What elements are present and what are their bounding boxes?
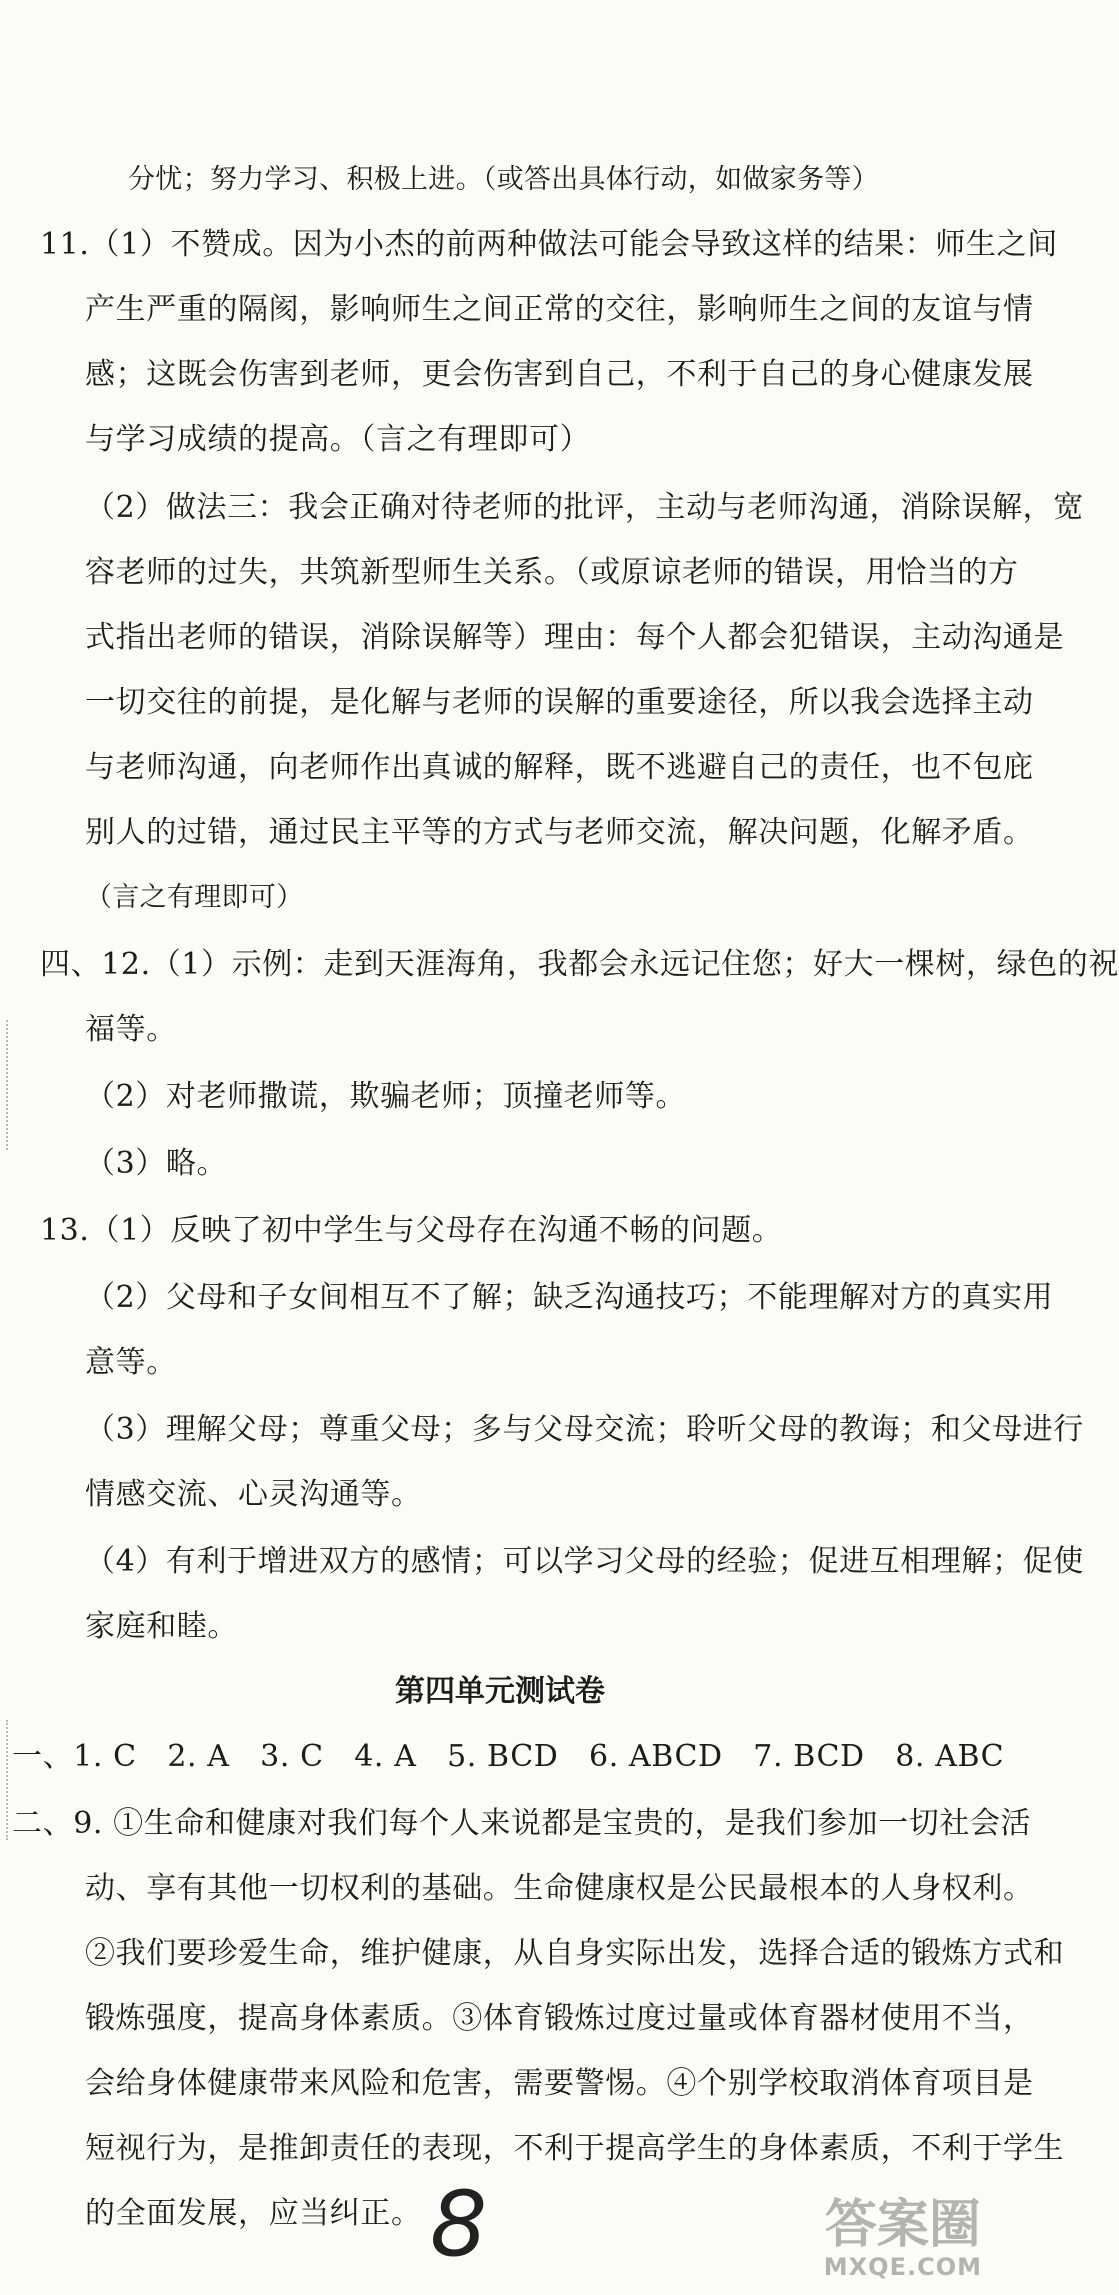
text-line: 与老师沟通，向老师作出真诚的解释，既不逃避自己的责任，也不包庇 — [85, 750, 1034, 785]
page-number: 8 — [430, 2172, 488, 2277]
text-line: 意等。 — [85, 1345, 177, 1380]
text-line: 短视行为，是推卸责任的表现，不利于提高学生的身体素质，不利于学生 — [85, 2131, 1065, 2166]
text-line: 13.（1）反映了初中学生与父母存在沟通不畅的问题。 — [40, 1213, 783, 1248]
text-line: 与学习成绩的提高。（言之有理即可） — [85, 422, 591, 457]
text-line: （言之有理即可） — [85, 882, 304, 913]
binding-margin-dots — [6, 1720, 8, 1840]
text-line: 容老师的过失，共筑新型师生关系。（或原谅老师的错误，用恰当的方 — [85, 555, 1019, 590]
text-line: （2）做法三：我会正确对待老师的批评，主动与老师沟通，消除误解，宽 — [85, 490, 1084, 525]
text-line: 别人的过错，通过民主平等的方式与老师交流，解决问题，化解矛盾。 — [85, 815, 1034, 850]
text-line: （2）父母和子女间相互不了解；缺乏沟通技巧；不能理解对方的真实用 — [85, 1280, 1054, 1315]
text-line: 一、1. C 2. A 3. C 4. A 5. BCD 6. ABCD 7. BCD 8. ABC — [12, 1739, 1005, 1774]
watermark-title: 答案圈 — [824, 2195, 981, 2255]
text-line: （2）对老师撒谎，欺骗老师；顶撞老师等。 — [85, 1079, 687, 1114]
text-line: 二、9. ①生命和健康对我们每个人来说都是宝贵的，是我们参加一切社会活 — [12, 1806, 1032, 1841]
text-line: 感；这既会伤害到老师，更会伤害到自己，不利于自己的身心健康发展 — [85, 357, 1034, 392]
text-line: 动、享有其他一切权利的基础。生命健康权是公民最根本的人身权利。 — [85, 1871, 1034, 1906]
text-line: 锻炼强度，提高身体素质。③体育锻炼过度过量或体育器材使用不当， — [85, 2001, 1034, 2036]
text-line: ②我们要珍爱生命，维护健康，从自身实际出发，选择合适的锻炼方式和 — [85, 1936, 1065, 1971]
watermark-url: MXQE.COM — [823, 2253, 982, 2281]
text-line: 式指出老师的错误，消除误解等）理由：每个人都会犯错误，主动沟通是 — [85, 620, 1065, 655]
section-heading: 第四单元测试卷 — [395, 1674, 605, 1709]
text-line: 分忧；努力学习、积极上进。（或答出具体行动，如做家务等） — [128, 164, 879, 195]
text-line: （3）理解父母；尊重父母；多与父母交流；聆听父母的教诲；和父母进行 — [85, 1412, 1084, 1447]
binding-margin-dots — [6, 1020, 8, 1150]
text-line: 家庭和睦。 — [85, 1609, 238, 1644]
text-line: 情感交流、心灵沟通等。 — [85, 1477, 422, 1512]
text-line: 11.（1）不赞成。因为小杰的前两种做法可能会导致这样的结果：师生之间 — [40, 227, 1058, 262]
text-line: 会给身体健康带来风险和危害，需要警惕。④个别学校取消体育项目是 — [85, 2066, 1034, 2101]
text-line: 四、12.（1）示例：走到天涯海角，我都会永远记住您；好大一棵树，绿色的祝 — [40, 947, 1119, 982]
text-line: 一切交往的前提，是化解与老师的误解的重要途径，所以我会选择主动 — [85, 685, 1034, 720]
watermark-logo — [824, 2197, 982, 2281]
text-line: 产生严重的隔阂，影响师生之间正常的交往，影响师生之间的友谊与情 — [85, 292, 1034, 327]
text-line: 福等。 — [85, 1012, 177, 1047]
text-line: 的全面发展，应当纠正。 — [85, 2196, 422, 2231]
text-line: （3）略。 — [85, 1146, 228, 1181]
text-line: （4）有利于增进双方的感情；可以学习父母的经验；促进互相理解；促使 — [85, 1544, 1084, 1579]
